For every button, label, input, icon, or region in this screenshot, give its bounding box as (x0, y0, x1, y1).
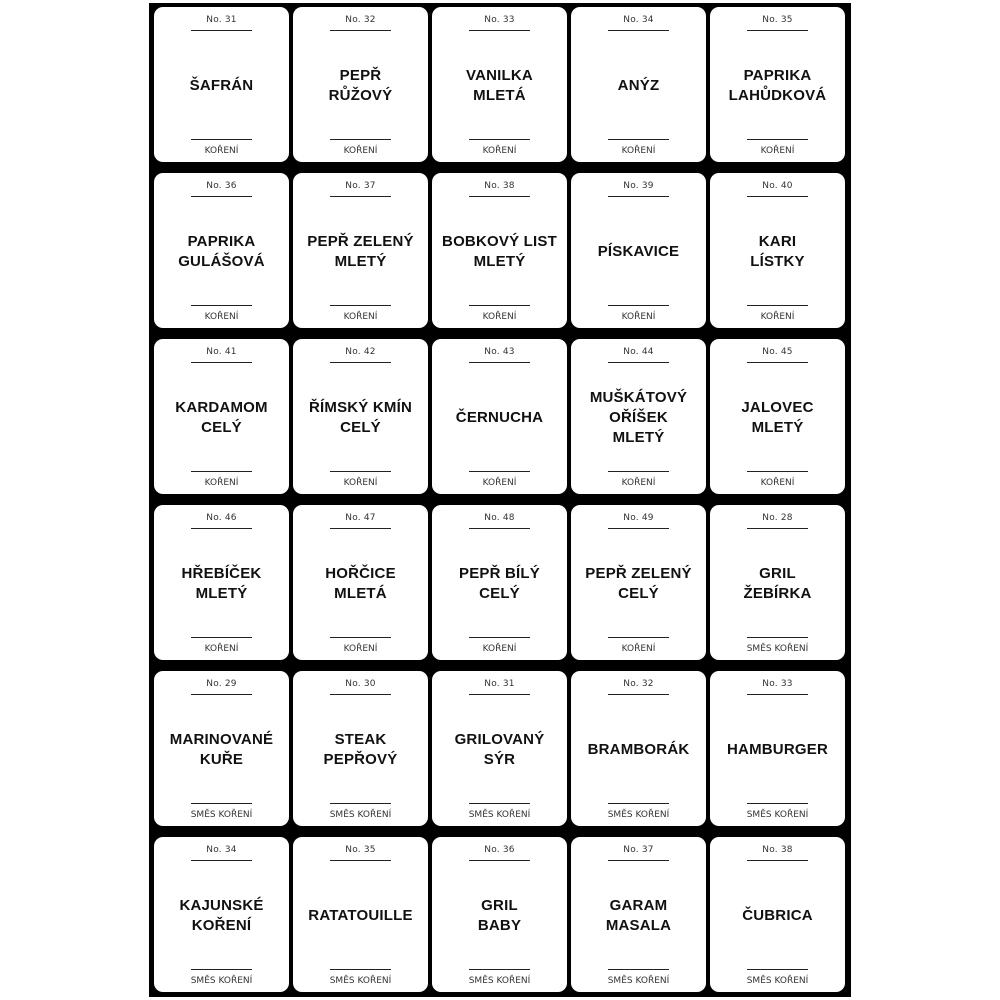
top-divider (747, 362, 808, 363)
label-name: HŘEBÍČEK MLETÝ (181, 565, 262, 602)
label-number: No. 33 (484, 15, 515, 25)
label-category: SMĚS KOŘENÍ (468, 810, 531, 820)
label-category: KOŘENÍ (760, 146, 795, 156)
spice-label (154, 505, 289, 660)
bottom-divider (747, 471, 808, 472)
label-number: No. 30 (345, 679, 376, 689)
label-name: KARDAMOM CELÝ (175, 399, 268, 436)
label-name: GRILOVANÝ SÝR (454, 731, 545, 768)
label-number: No. 42 (345, 347, 376, 357)
spice-label (571, 505, 706, 660)
spice-label (571, 339, 706, 494)
label-category: KOŘENÍ (760, 312, 795, 322)
label-category: KOŘENÍ (621, 312, 656, 322)
bottom-divider (191, 969, 252, 970)
bottom-divider (330, 139, 391, 140)
spice-label (432, 837, 567, 992)
label-number: No. 46 (206, 513, 237, 523)
label-category: KOŘENÍ (343, 644, 378, 654)
label-number: No. 43 (484, 347, 515, 357)
label-name: ŠAFRÁN (189, 77, 254, 94)
label-number: No. 44 (623, 347, 654, 357)
bottom-divider (608, 471, 669, 472)
spice-label (432, 671, 567, 826)
label-category: KOŘENÍ (204, 644, 239, 654)
top-divider (330, 362, 391, 363)
top-divider (330, 694, 391, 695)
spice-label (432, 7, 567, 162)
label-category: KOŘENÍ (343, 146, 378, 156)
spice-label (571, 7, 706, 162)
label-number: No. 37 (345, 181, 376, 191)
top-divider (191, 362, 252, 363)
label-number: No. 28 (762, 513, 793, 523)
label-number: No. 45 (762, 347, 793, 357)
label-name: STEAK PEPŘOVÝ (323, 731, 398, 768)
top-divider (191, 860, 252, 861)
label-category: KOŘENÍ (343, 312, 378, 322)
label-number: No. 32 (345, 15, 376, 25)
top-divider (469, 362, 530, 363)
label-category: KOŘENÍ (482, 478, 517, 488)
bottom-divider (330, 969, 391, 970)
label-number: No. 37 (623, 845, 654, 855)
bottom-divider (608, 969, 669, 970)
bottom-divider (330, 305, 391, 306)
top-divider (747, 860, 808, 861)
label-category: SMĚS KOŘENÍ (329, 810, 392, 820)
top-divider (608, 196, 669, 197)
top-divider (747, 694, 808, 695)
spice-label (154, 7, 289, 162)
bottom-divider (191, 139, 252, 140)
label-name: BRAMBORÁK (587, 741, 690, 758)
top-divider (330, 860, 391, 861)
bottom-divider (608, 803, 669, 804)
spice-label (154, 837, 289, 992)
label-number: No. 38 (762, 845, 793, 855)
top-divider (608, 694, 669, 695)
label-number: No. 35 (345, 845, 376, 855)
label-name: JALOVEC MLETÝ (741, 399, 814, 436)
label-category: KOŘENÍ (482, 146, 517, 156)
label-category: SMĚS KOŘENÍ (190, 810, 253, 820)
spice-label (710, 837, 845, 992)
spice-label (293, 173, 428, 328)
top-divider (608, 860, 669, 861)
bottom-divider (747, 803, 808, 804)
spice-label (293, 339, 428, 494)
bottom-divider (469, 305, 530, 306)
label-name: PAPRIKA GULÁŠOVÁ (178, 233, 265, 270)
spice-label (154, 173, 289, 328)
top-divider (747, 30, 808, 31)
label-category: KOŘENÍ (482, 644, 517, 654)
label-sheet (149, 3, 851, 997)
bottom-divider (191, 471, 252, 472)
bottom-divider (191, 803, 252, 804)
bottom-divider (608, 637, 669, 638)
spice-label (710, 339, 845, 494)
label-number: No. 31 (206, 15, 237, 25)
label-name: ČERNUCHA (455, 409, 544, 426)
spice-label (571, 173, 706, 328)
label-name: HAMBURGER (727, 741, 828, 758)
label-category: KOŘENÍ (621, 146, 656, 156)
label-category: SMĚS KOŘENÍ (607, 810, 670, 820)
label-name: KARI LÍSTKY (750, 233, 805, 270)
top-divider (608, 528, 669, 529)
bottom-divider (469, 471, 530, 472)
spice-label (710, 505, 845, 660)
label-number: No. 40 (762, 181, 793, 191)
top-divider (608, 362, 669, 363)
label-category: SMĚS KOŘENÍ (746, 976, 809, 986)
bottom-divider (191, 637, 252, 638)
top-divider (747, 196, 808, 197)
label-category: SMĚS KOŘENÍ (746, 810, 809, 820)
bottom-divider (469, 803, 530, 804)
label-name: PEPŘ ZELENÝ MLETÝ (307, 233, 414, 270)
label-name: GRIL ŽEBÍRKA (743, 565, 812, 602)
label-number: No. 32 (623, 679, 654, 689)
label-number: No. 34 (206, 845, 237, 855)
top-divider (330, 30, 391, 31)
label-category: KOŘENÍ (760, 478, 795, 488)
spice-label (293, 505, 428, 660)
top-divider (469, 30, 530, 31)
label-name: ANÝZ (617, 77, 660, 94)
label-grid (154, 7, 846, 993)
label-number: No. 29 (206, 679, 237, 689)
label-name: VANILKA MLETÁ (466, 67, 533, 104)
spice-label (710, 7, 845, 162)
top-divider (469, 694, 530, 695)
label-number: No. 34 (623, 15, 654, 25)
label-category: SMĚS KOŘENÍ (607, 976, 670, 986)
spice-label (432, 173, 567, 328)
label-name: ŘÍMSKÝ KMÍN CELÝ (308, 399, 413, 436)
spice-label (710, 173, 845, 328)
top-divider (191, 196, 252, 197)
bottom-divider (608, 139, 669, 140)
label-name: PAPRIKA LAHŮDKOVÁ (728, 67, 827, 104)
bottom-divider (608, 305, 669, 306)
label-category: KOŘENÍ (482, 312, 517, 322)
bottom-divider (330, 803, 391, 804)
bottom-divider (191, 305, 252, 306)
label-number: No. 35 (762, 15, 793, 25)
label-category: KOŘENÍ (343, 478, 378, 488)
label-name: ČUBRICA (742, 907, 813, 924)
bottom-divider (747, 969, 808, 970)
label-category: KOŘENÍ (204, 312, 239, 322)
top-divider (191, 528, 252, 529)
label-number: No. 48 (484, 513, 515, 523)
label-number: No. 36 (484, 845, 515, 855)
label-category: KOŘENÍ (204, 146, 239, 156)
label-number: No. 39 (623, 181, 654, 191)
bottom-divider (469, 637, 530, 638)
label-category: SMĚS KOŘENÍ (190, 976, 253, 986)
bottom-divider (747, 637, 808, 638)
top-divider (330, 196, 391, 197)
spice-label (710, 671, 845, 826)
label-category: KOŘENÍ (621, 644, 656, 654)
top-divider (191, 694, 252, 695)
bottom-divider (330, 471, 391, 472)
spice-label (293, 671, 428, 826)
spice-label (154, 339, 289, 494)
label-name: RATATOUILLE (308, 907, 413, 924)
spice-label (432, 339, 567, 494)
label-name: BOBKOVÝ LIST MLETÝ (442, 233, 557, 270)
spice-label (571, 671, 706, 826)
spice-label (293, 837, 428, 992)
label-category: KOŘENÍ (621, 478, 656, 488)
label-name: HOŘČICE MLETÁ (325, 565, 396, 602)
top-divider (747, 528, 808, 529)
label-category: SMĚS KOŘENÍ (468, 976, 531, 986)
label-number: No. 38 (484, 181, 515, 191)
spice-label (571, 837, 706, 992)
label-name: KAJUNSKÉ KOŘENÍ (179, 897, 264, 934)
label-name: PEPŘ ZELENÝ CELÝ (585, 565, 692, 602)
spice-label (293, 7, 428, 162)
label-name: GRIL BABY (477, 897, 522, 934)
top-divider (608, 30, 669, 31)
bottom-divider (469, 969, 530, 970)
top-divider (191, 30, 252, 31)
label-category: SMĚS KOŘENÍ (746, 644, 809, 654)
label-name: PÍSKAVICE (597, 243, 680, 260)
spice-label (154, 671, 289, 826)
label-number: No. 33 (762, 679, 793, 689)
label-number: No. 47 (345, 513, 376, 523)
top-divider (469, 528, 530, 529)
bottom-divider (469, 139, 530, 140)
label-name: GARAM MASALA (605, 897, 672, 934)
label-number: No. 49 (623, 513, 654, 523)
label-category: SMĚS KOŘENÍ (329, 976, 392, 986)
top-divider (469, 196, 530, 197)
label-name: MARINOVANÉ KUŘE (169, 731, 274, 768)
bottom-divider (330, 637, 391, 638)
label-category: KOŘENÍ (204, 478, 239, 488)
top-divider (330, 528, 391, 529)
label-number: No. 31 (484, 679, 515, 689)
label-number: No. 36 (206, 181, 237, 191)
spice-label (432, 505, 567, 660)
label-name: MUŠKÁTOVÝ OŘÍŠEK MLETÝ (589, 389, 688, 446)
label-name: PEPŘ BÍLÝ CELÝ (459, 565, 540, 602)
bottom-divider (747, 139, 808, 140)
label-name: PEPŘ RŮŽOVÝ (328, 67, 393, 104)
bottom-divider (747, 305, 808, 306)
top-divider (469, 860, 530, 861)
label-number: No. 41 (206, 347, 237, 357)
